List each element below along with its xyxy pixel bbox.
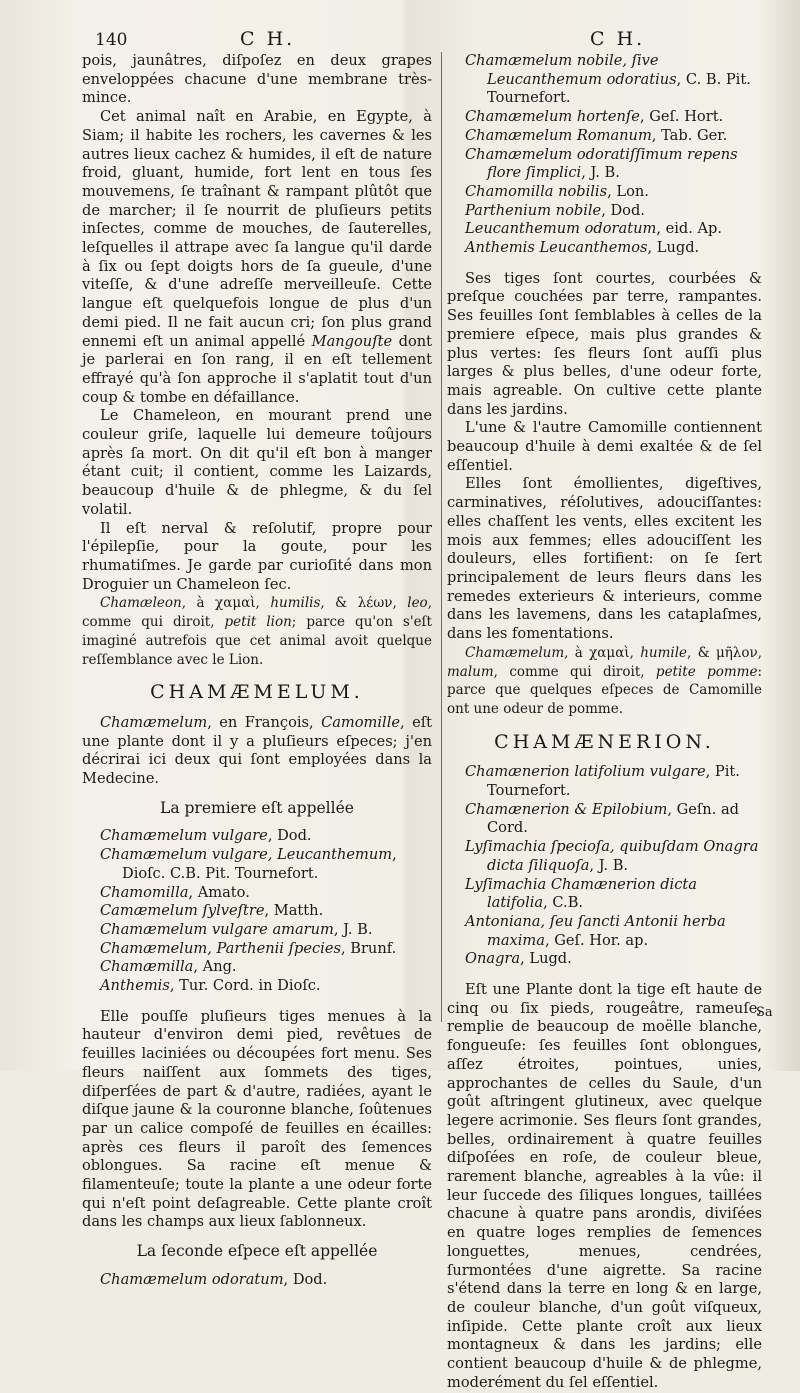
synonym-entry: Leucanthemum odoratum, eid. Ap.	[465, 220, 723, 238]
running-head-left: C H.	[240, 28, 296, 50]
synonym-entry: Parthenium nobile, Dod.	[465, 201, 645, 219]
left-column	[82, 52, 432, 1290]
synonym-entry: Chamæmelum vulgare amarum, J. B.	[100, 920, 373, 938]
paragraph: Cet animal naît en Arabie, en Egypte, à Siam; il habite les rochers, les cavernes & les autres lieux cachez & humides, il eſt de nature froid, gluant, humide, fort lent en tous ſes mouvemens, ſe traînant & rampant plûtôt que de marcher; il ſe nourrit de pluſieurs petits inſectes, comme de mouches, de ſauterelles, leſquelles il attrape avec ſa langue qu'il darde à ſix ou ſept doigts hors de ſa gueule, d'une viteſſe, & d'une adreſſe merveilleuſe. Cette langue eſt quelquefois longue de plus d'un demi pied. Il ne fait aucun cri; ſon plus grand ennemi eſt un animal appellé Mangouſte dont je parlerai en ſon rang, il en eſt tellement effrayé qu'à ſon approche il s'aplatit tout d'un coup & tombe en défaillance.	[82, 108, 432, 406]
right-column	[447, 52, 762, 1393]
paragraph: L'une & l'autre Camomille contiennent beaucoup d'huile à demi exaltée & de ſel eſſentiel.	[447, 419, 762, 474]
synonym-entry: Lyſimachia Chamænerion dicta latifolia, C.B.	[465, 875, 697, 912]
section-title-chamaemelum: CHAMÆMELUM.	[150, 681, 364, 704]
running-head-right: C H.	[590, 28, 646, 50]
intro-paragraph: Chamæmelum, en François, Camomille, eſt une plante dont il y a pluſieurs eſpeces; j'en décrirai ici deux qui ſont employées dans la Medecine.	[82, 713, 432, 788]
synonym-list-third	[447, 763, 762, 969]
synonym-entry: Camæmelum ſylveſtre, Matth.	[100, 902, 324, 920]
etymology-paragraph: Chamæleon, à χαμαὶ, humilis, & λέων, leo, comme qui diroit, petit lion; parce qu'on s'eſt imaginé autrefois que cet animal avoit quelque reſſemblance avec le Lion.	[82, 595, 432, 668]
column-divider	[441, 52, 442, 1022]
paragraph: Elles ſont émollientes, digeſtives, carminatives, réſolutives, adouciſſantes: elles chaſſent les vents, elles excitent les mois aux femmes; elles adouciſſent les douleurs, elles fortifient: on ſe ſert principalement de leurs fleurs dans les remedes exterieurs & interieurs, comme dans les lavemens, dans les cataplaſmes, dans les fomentations.	[447, 475, 762, 643]
etymology-paragraph: Chamæmelum, à χαμαὶ, humile, & μῆλον, malum, comme qui diroit, petite pomme: parce que quelques eſpeces de Camomille ont une odeur de pomme.	[447, 644, 762, 717]
synonym-entry: Antoniana, ſeu ſancti Antonii herba maxima, Geſ. Hor. ap.	[465, 912, 726, 949]
spacer	[447, 969, 762, 981]
synonym-entry: Chamæmelum, Parthenii ſpecies, Brunf.	[100, 939, 397, 957]
page-number: 140	[95, 30, 128, 50]
paragraph: pois, jaunâtres, diſpoſez en deux grapes enveloppées chacune d'une membrane très-mince.	[82, 52, 432, 107]
spacer	[447, 258, 762, 270]
synonym-entry: Chamæmelum odoratiſſimum repens flore ſimplici, J. B.	[465, 145, 738, 182]
paragraph: Il eſt nerval & reſolutif, propre pour l'épilepſie, pour la goute, pour les rhumatiſmes. Je garde par curioſité dans mon Droguier un Chameleon ſec.	[82, 519, 432, 593]
synonym-entry: Chamæmelum Romanum, Tab. Ger.	[465, 126, 728, 144]
spacer	[82, 996, 432, 1008]
synonym-entry: Anthemis, Tur. Cord. in Dioſc.	[100, 977, 321, 995]
section-title-chamaenerion: CHAMÆNERION.	[494, 730, 715, 753]
synonym-entry: Chamæmelum nobile, ſive Leucanthemum odoratius, C. B. Pit. Tournefort.	[465, 52, 751, 107]
paragraph: Eſt une Plante dont la tige eſt haute de cinq ou ſix pieds, rougeâtre, rameuſe, remplie de beaucoup de moëlle blanche, fongueuſe: ſes feuilles ſont oblongues, aſſez étroites, pointues, unies, approchantes de celles du Saule, d'un goût aſtringent glutineux, avec quelque legere acrimonie. Ses fleurs ſont grandes, belles, ordinairement à quatre feuilles diſpoſées en roſe, de couleur bleue, rarement blanche, agreables à la vûe: il leur ſuccede des ſiliques longues, taillées chacune à quatre pans arondis, diviſées en quatre loges remplies de ſemences longuettes, menues, cendrées, ſurmontées d'une aigrette. Sa racine s'étend dans la terre en long & en large, de couleur blanche, d'un goût viſqueux, inſipide. Cette plante croît aux lieux montagneux & dans les jardins; elle contient beaucoup d'huile & de phlegme, moderément du ſel eſſentiel.	[447, 981, 762, 1391]
synonym-entry: Chamænerion & Epilobium, Geſn. ad Cord.	[465, 800, 740, 837]
synonym-entry: Onagra, Lugd.	[465, 950, 572, 968]
paragraph: Le Chameleon, en mourant prend une couleur griſe, laquelle lui demeure toûjours après ſa mort. On dit qu'il eſt bon à manger étant cuit; il contient, comme les Laizards, beaucoup d'huile & de phlegme, & du ſel volatil.	[82, 407, 432, 518]
paragraph: Elle pouſſe pluſieurs tiges menues à la hauteur d'environ demi pied, revêtues de feuilles laciniées ou découpées fort menu. Ses fleurs naiſſent aux ſommets des tiges, diſperſées de part & d'autre, radiées, ayant le diſque jaune & la couronne blanche, ſoûtenues par un calice compoſé de feuilles en écailles: après ces fleurs il paroît des ſemences oblongues. Sa racine eſt menue & filamenteuſe; toute la plante a une odeur forte qui n'eſt point deſagreable. Cette plante croît dans les champs aux lieux ſablonneux.	[82, 1007, 432, 1231]
synonym-entry: Chamæmilla, Ang.	[100, 958, 237, 976]
paragraph: Ses tiges ſont courtes, courbées & preſque couchées par terre, rampantes. Ses feuilles ſont ſemblables à celles de la premiere eſpece, mais plus grandes & plus vertes: ſes fleurs ſont auſſi plus larges & plus belles, d'une odeur forte, mais agreable. On cultive cette plante dans les jardins.	[447, 269, 762, 418]
synonym-entry: Chamæmelum vulgare, Dod.	[100, 827, 312, 845]
synonym-entry: Chamæmelum odoratum, Dod.	[100, 1270, 328, 1288]
catchword: Sa	[756, 1005, 773, 1020]
synonym-entry: Chamæmelum hortenſe, Geſ. Hort.	[465, 108, 724, 126]
synonym-entry: Chamomilla nobilis, Lon.	[465, 182, 649, 200]
second-species-heading: La ſeconde eſpece eſt appellée	[136, 1242, 378, 1261]
synonym-list-first	[82, 827, 432, 995]
synonym-entry: Chamæmelum vulgare, Leucanthemum, Dioſc. C.B. Pit. Tournefort.	[100, 846, 397, 882]
synonym-entry: Anthemis Leucanthemos, Lugd.	[465, 239, 700, 257]
synonym-list-second	[447, 52, 762, 258]
synonym-entry: Chamomilla, Amato.	[100, 883, 250, 901]
synonym-entry: Chamænerion latifolium vulgare, Pit. Tournefort.	[465, 763, 740, 800]
synonym-entry: Lyſimachia ſpecioſa, quibuſdam Onagra dicta ſiliquoſa, J. B.	[465, 838, 759, 874]
first-species-heading: La premiere eſt appellée	[160, 798, 354, 817]
